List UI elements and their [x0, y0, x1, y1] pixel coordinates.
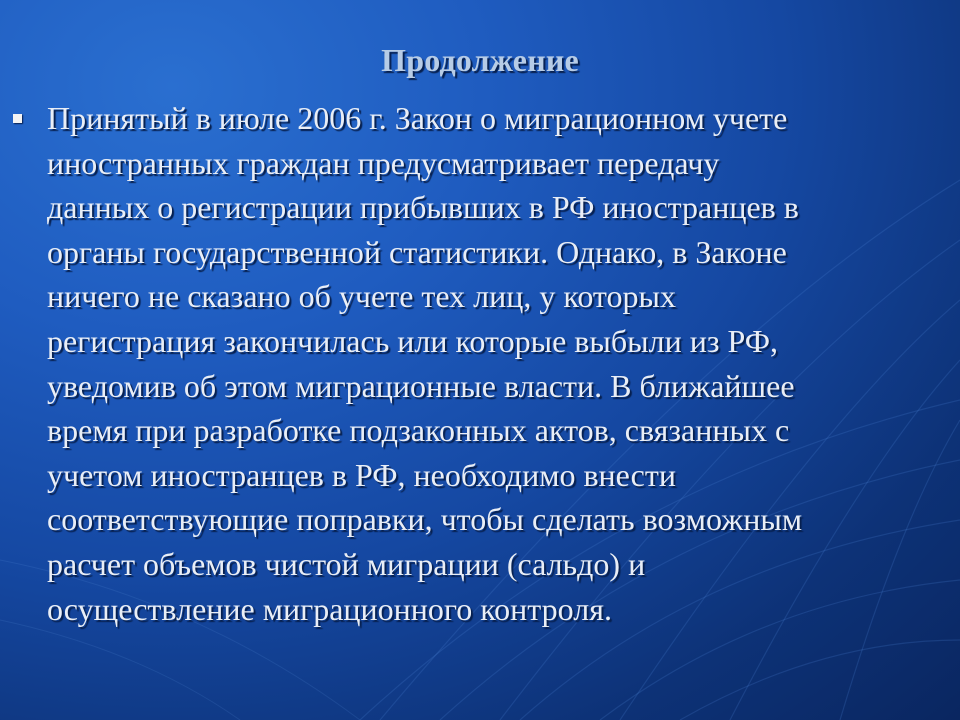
square-bullet-icon — [13, 114, 22, 123]
body-line: данных о регистрации прибывших в РФ иностранцев в — [47, 189, 799, 226]
body-line: органы государственной статистики. Однако, в Законе — [47, 233, 787, 270]
body-line: иностранных граждан предусматривает передачу — [47, 144, 720, 181]
body-line: осуществление миграционного контроля. — [47, 590, 612, 627]
body-line: регистрация закончилась или которые выбыли из РФ, — [47, 322, 779, 359]
body-line: соответствующие поправки, чтобы сделать возможным — [47, 501, 803, 538]
slide-title: Продолжение — [381, 42, 579, 78]
body-line: расчет объемов чистой миграции (сальдо) и — [47, 545, 646, 582]
body-line: уведомив об этом миграционные власти. В ближайшее — [47, 367, 795, 404]
body-line: Принятый в июле 2006 г. Закон о миграционном учете — [47, 100, 788, 136]
slide-body-paragraph — [47, 96, 937, 631]
body-line: ничего не сказано об учете тех лиц, у которых — [47, 278, 676, 315]
body-line: время при разработке подзаконных актов, связанных с — [47, 412, 790, 449]
body-line: учетом иностранцев в РФ, необходимо внести — [47, 456, 676, 493]
